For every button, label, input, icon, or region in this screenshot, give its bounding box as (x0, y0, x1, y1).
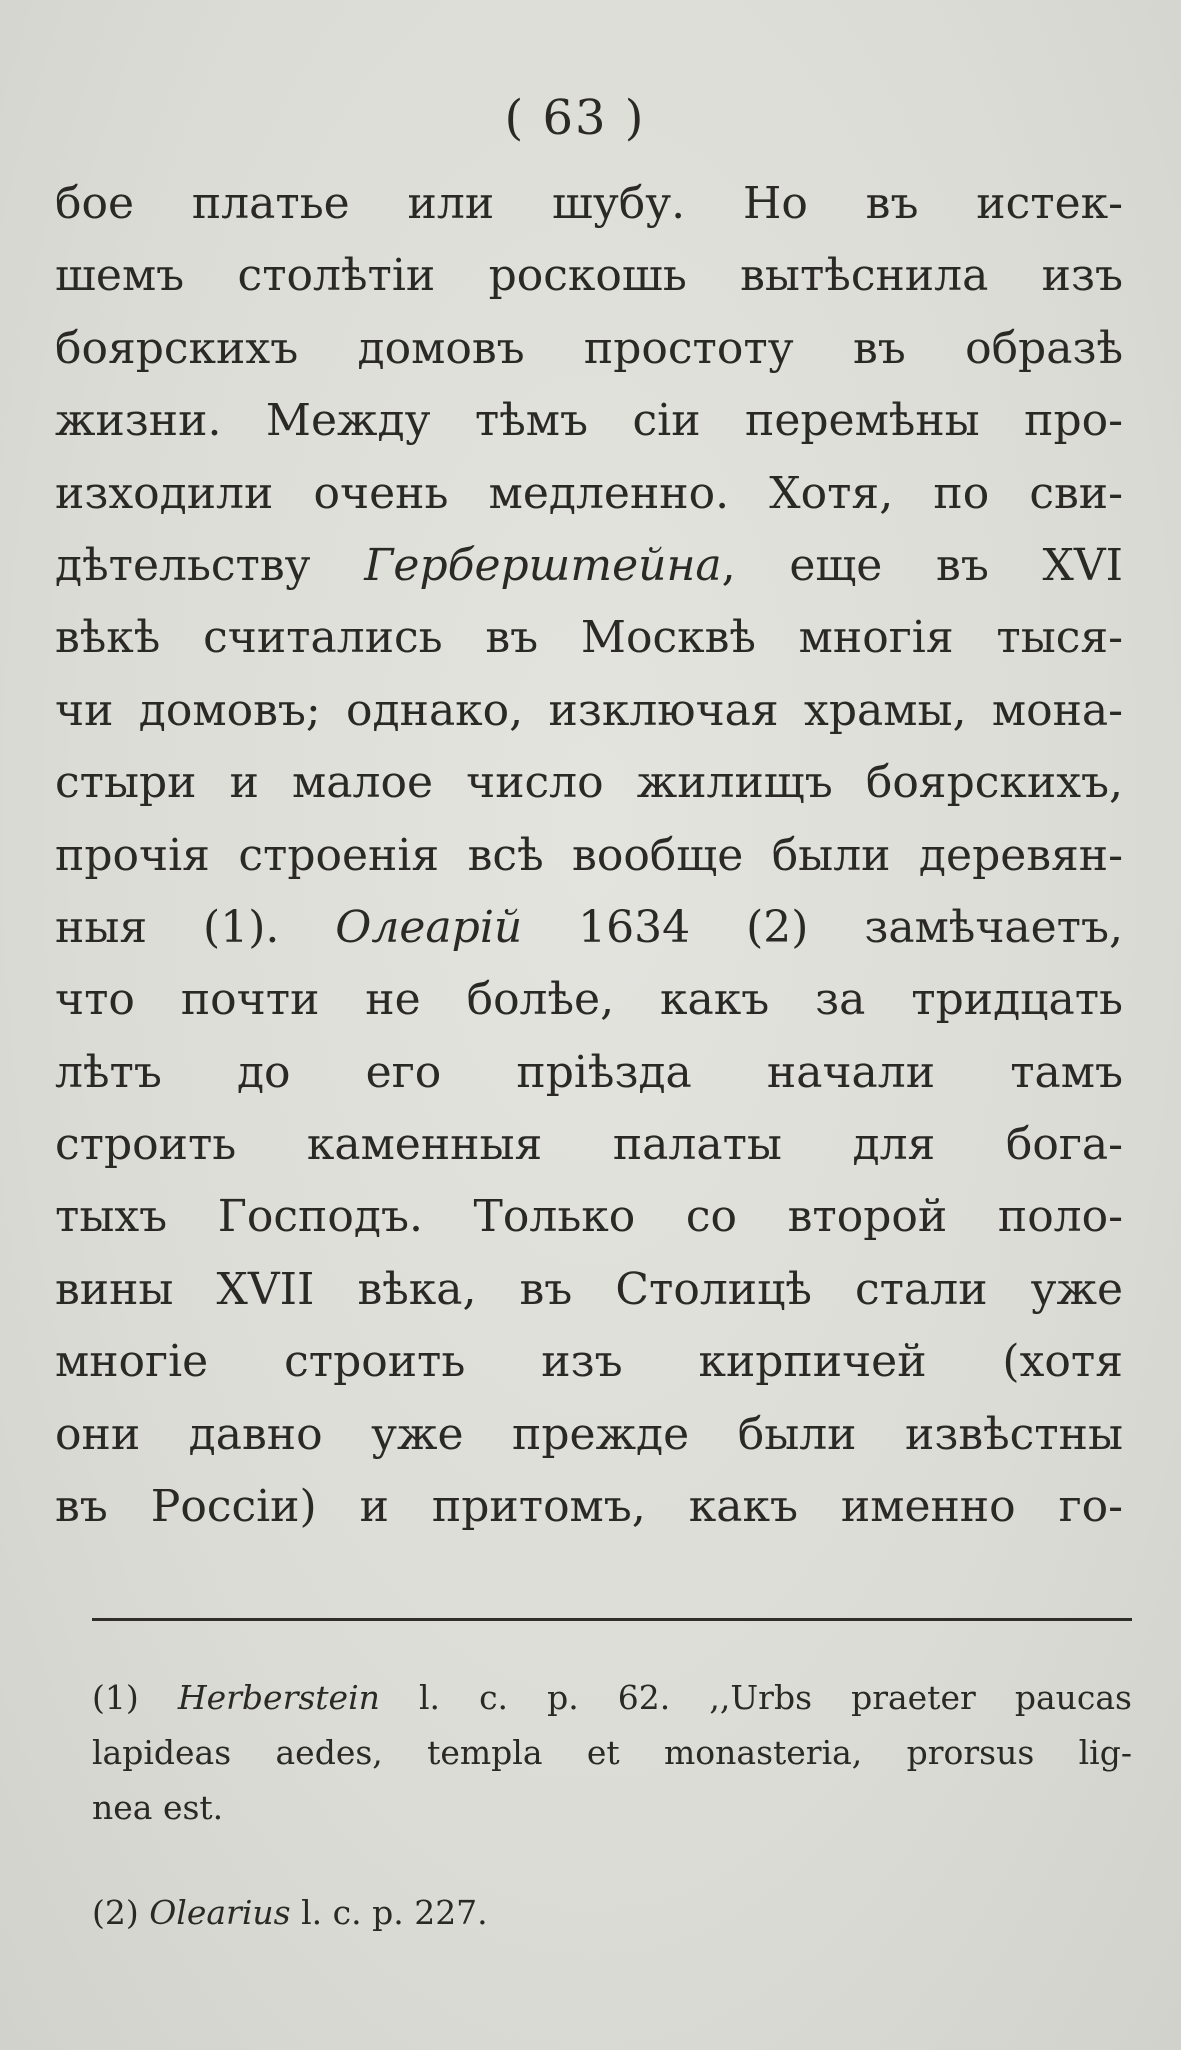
footnote-divider (92, 1618, 1132, 1621)
text-line: бое платье или шубу. Но въ истек- (55, 178, 1123, 229)
footnote-2-author: Olearius (149, 1893, 291, 1932)
text-line: ныя (1). Олеарій 1634 (2) замѣчаетъ, (55, 901, 1124, 953)
footnote-1-ref: l. c. p. 62. (418, 1678, 671, 1717)
footnote-1-line-3: nea est. (92, 1788, 224, 1827)
text-line: что почти не болѣе, какъ за тридцать (55, 974, 1123, 1026)
text-line: вѣкѣ считались въ Москвѣ многія тыся- (55, 612, 1123, 664)
text-line: стыри и малое число жилищъ боярскихъ, (55, 757, 1123, 809)
text-line: въ Россіи) и притомъ, какъ именно го- (55, 1481, 1123, 1533)
text-line: чи домовъ; однако, изключая храмы, мона- (55, 684, 1123, 736)
footnote-1-line-1 (92, 1670, 1132, 1725)
text-line: дѣтельству Герберштейна, еще въ XVI (55, 539, 1123, 591)
footnote-2 (92, 1885, 1132, 1940)
text-line: тыхъ Господъ. Только со второй поло- (55, 1191, 1123, 1243)
footnote-1-author: Herberstein (177, 1678, 380, 1717)
footnotes (92, 1670, 1132, 1940)
page-number: ( 63 ) (504, 90, 646, 146)
italic-name: Олеарій (335, 901, 523, 953)
footnote-2-marker: (2) (92, 1893, 139, 1932)
text-line: строить каменныя палаты для бога- (55, 1119, 1123, 1171)
text-line: многіе строить изъ кирпичей (хотя (55, 1336, 1123, 1388)
text-line: боярскихъ домовъ простоту въ образѣ (55, 322, 1123, 374)
text-line: жизни. Между тѣмъ сіи перемѣны про- (55, 395, 1123, 447)
text-line: шемъ столѣтіи роскошь вытѣснила изъ (55, 250, 1123, 302)
footnote-2-ref: l. c. p. 227. (301, 1893, 488, 1932)
text-line: вины XVII вѣка, въ Столицѣ стали уже (55, 1263, 1123, 1315)
text-line: лѣтъ до его пріѣзда начали тамъ (55, 1046, 1123, 1098)
footnote-1-line-2: lapideas aedes, templa et monasteria, prorsus lig- (92, 1733, 1132, 1772)
footnote-1-marker: (1) (92, 1678, 139, 1717)
main-text (55, 168, 1123, 1543)
footnote-1-quote: ,,Urbs praeter paucas (709, 1678, 1132, 1717)
text-line: прочія строенія всѣ вообще были деревян- (55, 829, 1123, 881)
italic-name: Герберштейна (364, 539, 722, 591)
text-line: они давно уже прежде были извѣстны (55, 1408, 1123, 1460)
text-line: изходили очень медленно. Хотя, по сви- (55, 467, 1123, 519)
